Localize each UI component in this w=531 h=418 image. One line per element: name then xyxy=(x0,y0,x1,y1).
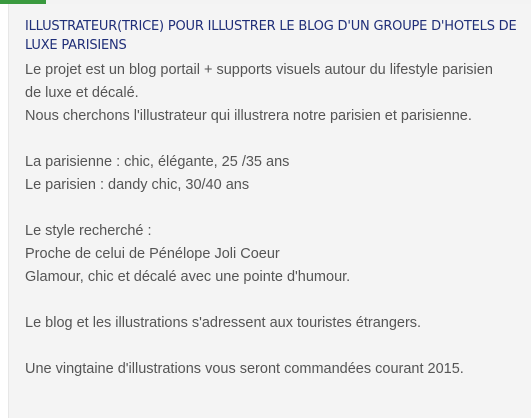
body-line: Le blog et les illustrations s'adressent aux touristes étrangers. xyxy=(25,315,422,331)
post-title: ILLUSTRATEUR(TRICE) POUR ILLUSTRER LE BLOG D'UN GROUPE D'HOTELS DE LUXE PARISIENS xyxy=(25,19,517,53)
paragraph-spacer xyxy=(25,197,529,220)
body-line: La parisienne : chic, élégante, 25 /35 ans xyxy=(25,154,290,170)
body-line: Glamour, chic et décalé avec une pointe d'humour. xyxy=(25,269,351,285)
paragraph-spacer xyxy=(25,128,529,151)
post-body xyxy=(25,59,529,381)
body-line: Le parisien : dandy chic, 30/40 ans xyxy=(25,177,250,193)
body-line: de luxe et décalé. xyxy=(25,85,139,101)
body-line: Proche de celui de Pénélope Joli Coeur xyxy=(25,246,280,262)
body-line: Une vingtaine d'illustrations vous seront commandées courant 2015. xyxy=(25,361,464,377)
paragraph-spacer xyxy=(25,335,529,358)
paragraph-spacer xyxy=(25,289,529,312)
body-line: Le style recherché : xyxy=(25,223,152,239)
body-line: Le projet est un blog portail + supports visuels autour du lifestyle parisien xyxy=(25,62,493,78)
body-line: Nous cherchons l'illustrateur qui illustrera notre parisien et parisienne. xyxy=(25,108,472,124)
